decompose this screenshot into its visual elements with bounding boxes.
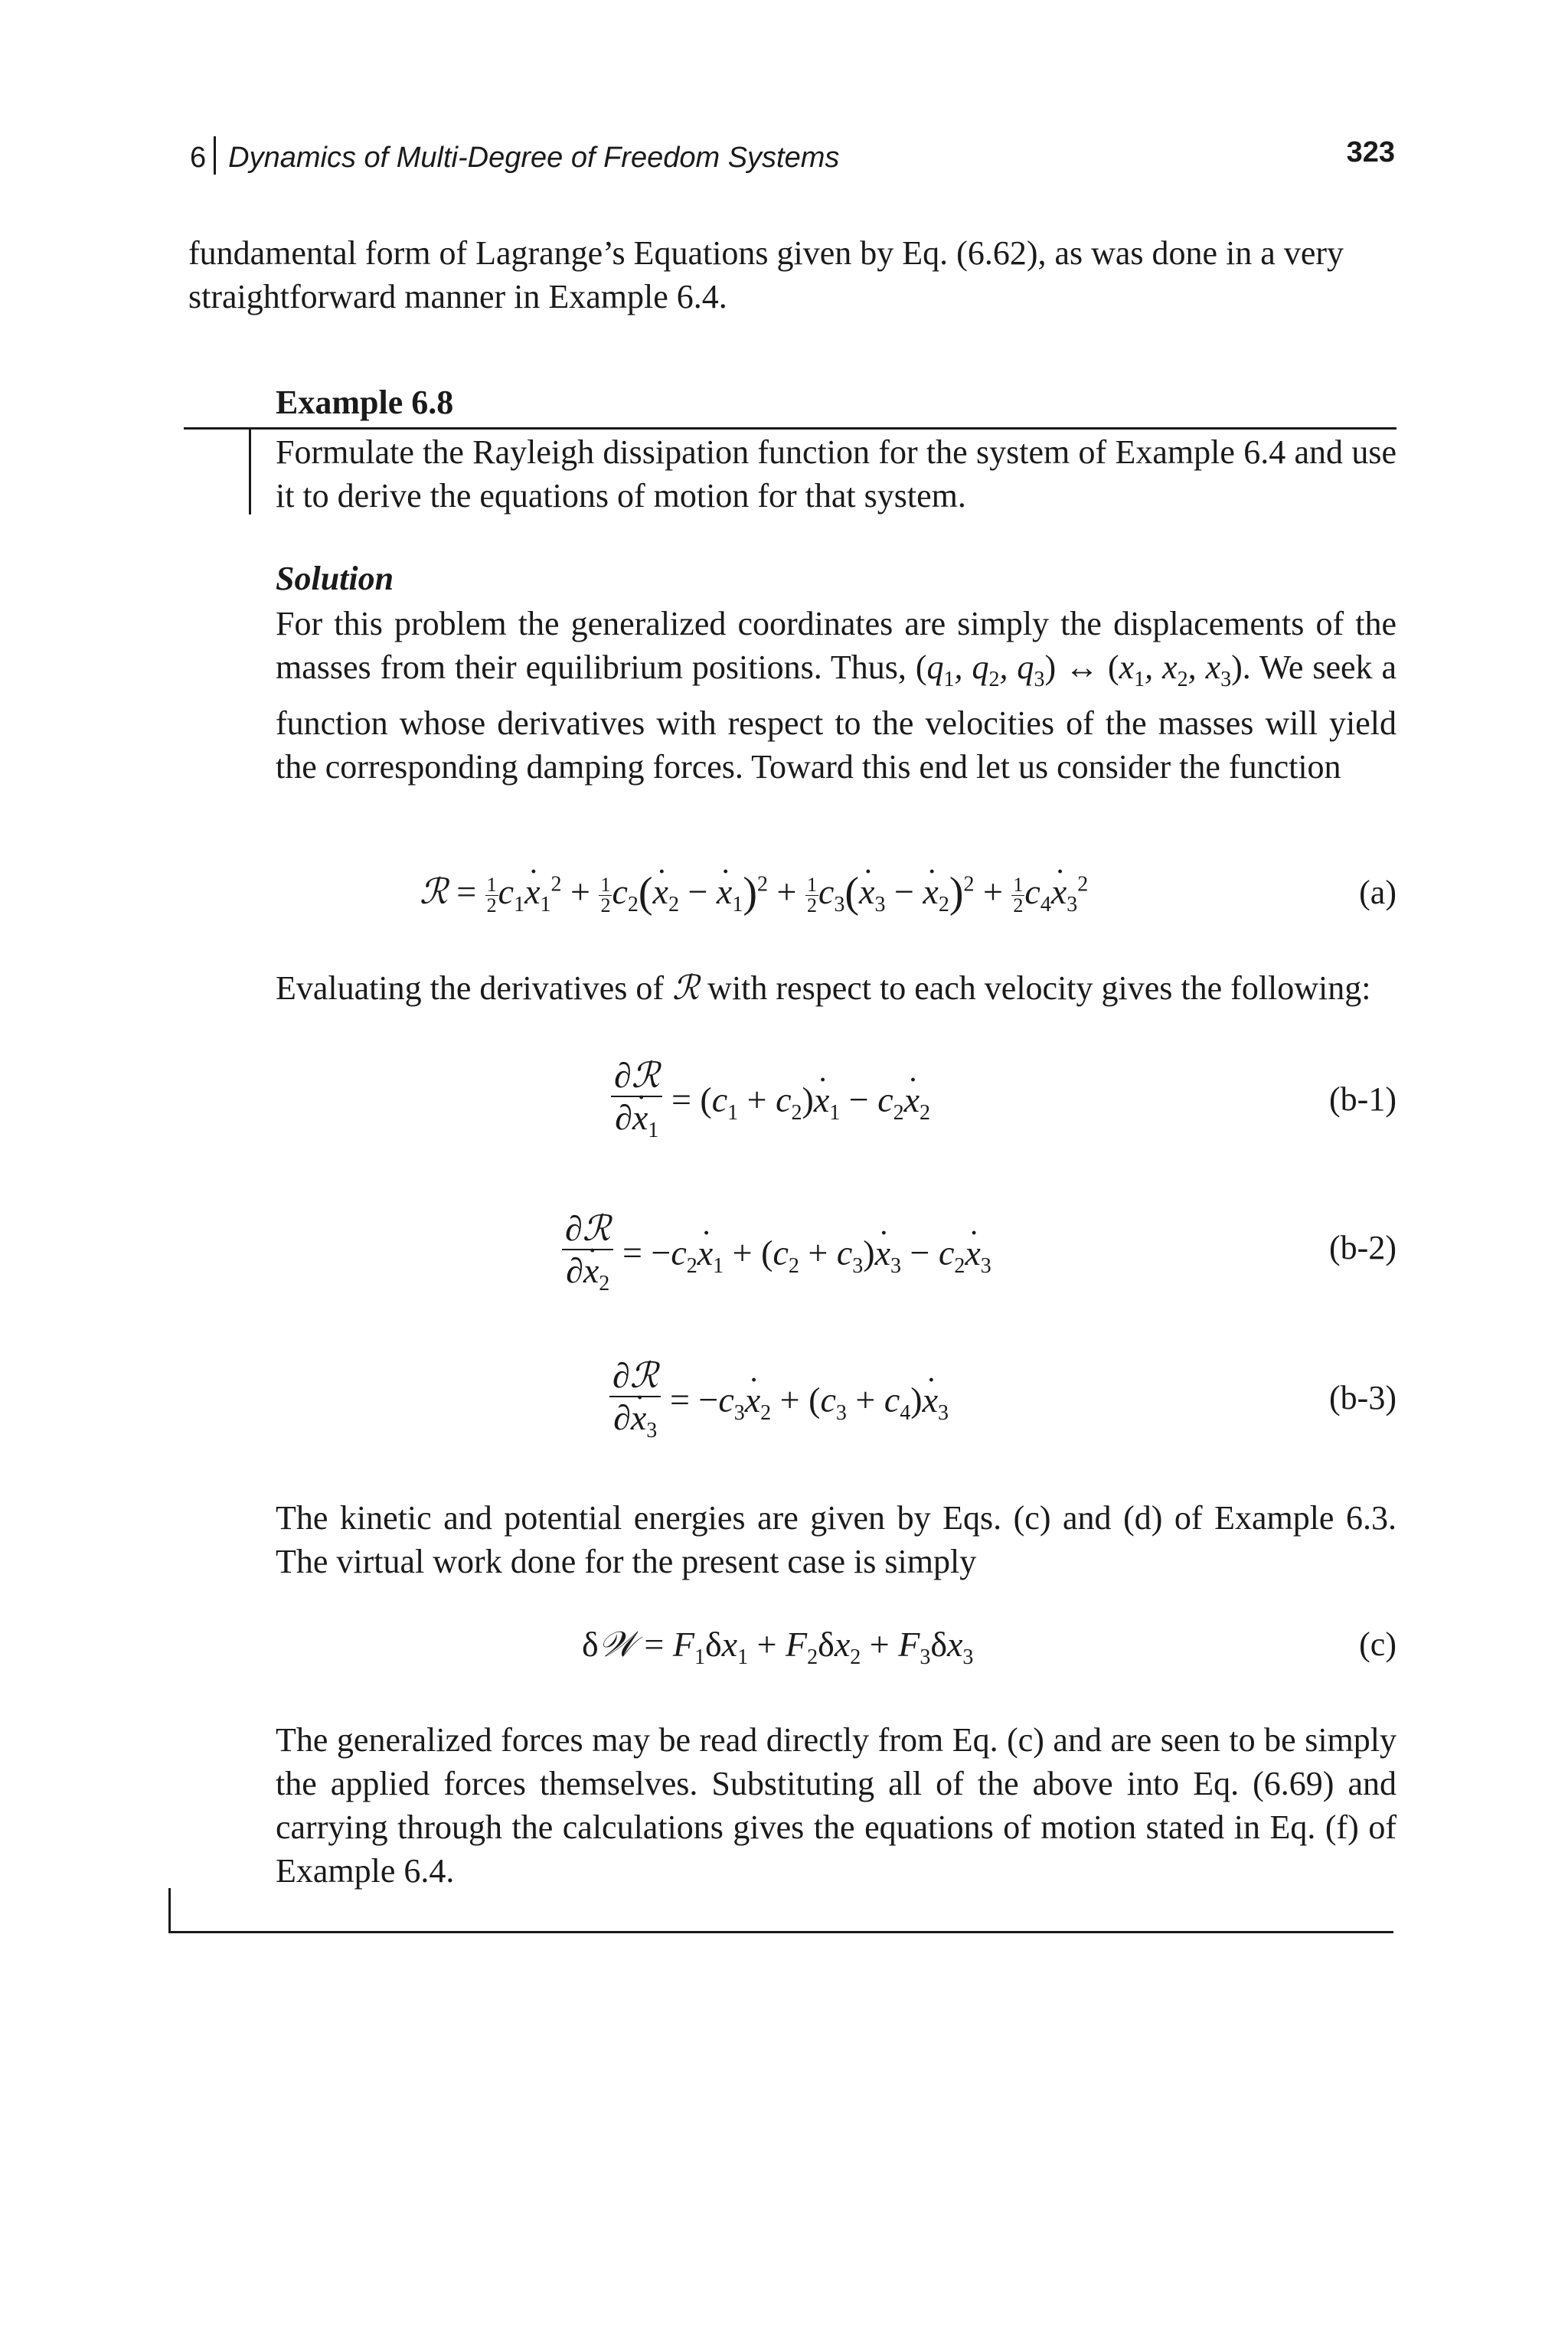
example-top-rule [184,427,1396,430]
eval-symbol: ℛ [672,969,700,1008]
energy-paragraph: The kinetic and potential energies are given by Eqs. (c) and (d) of Example 6.3. The virtual work done for the present case is simply [276,1499,1396,1580]
problem-statement: Formulate the Rayleigh dissipation function for the system of Example 6.4 and use it to derive the equations of motion for that system. [276,433,1396,515]
coordinate-mapping-x: $x_1$, $x_2$, $x_3$ [1119,649,1232,691]
equation-a-label: (a) [1359,874,1396,911]
page-number: 323 [1346,136,1395,168]
equation-b2: $\frac{\text{∂ℛ}}{\partial x ˙_2}$ = $-c_2x$ $˙_1 + (c_2 + c_3)x$ $˙_3 - c_2x$ $˙_3$ [562,1208,991,1305]
equation-b3-label: (b-3) [1329,1379,1396,1416]
equation-b2-label: (b-2) [1329,1229,1396,1266]
evaluation-paragraph [276,966,1396,1010]
header-divider [214,136,216,175]
equation-c: δ𝒲 = $F_1\delta x_1 + F_2\delta x_2 + F_3\delta x_3$ [582,1623,974,1670]
example-end-bar [168,1888,171,1933]
intro-paragraph: fundamental form of Lagrange’s Equations given by Eq. (6.62), as was done in a very straightforward manner in Example 6.4. [188,234,1344,315]
equation-a: ℛ = $\frac{1}{2}$ $c_1x$ $˙_1^2$ + $\frac{1}{2}$ $c_2(x$ $˙_2 - x$ $˙_1)^2$ + $\frac{1}{2}$ $c_3(x$ $˙_3 - x$ $˙_2)^2$ + $\frac{1}{2}$ $c_4x$ $˙_3^2$ [420,868,1088,917]
coordinate-mapping: $q_1$, $q_2$, $q_3$ [926,649,1045,691]
equation-b1-label: (b-1) [1329,1080,1396,1118]
example-title: Example 6.8 [276,384,454,421]
solution-paragraph: For this problem the generalized coordinates are simply the displacements of the masses from their equilibrium positions. Thus, ($q_1$, $q_2$, $q_3$) ↔ ($x_1$, $x_2$, $x_3$). We seek a function whose derivatives with respect to the velocities of the masses will yield the corresponding damping forces. Toward this end let us consider the function [276,605,1397,786]
equation-c-label: (c) [1359,1625,1396,1663]
solution-text-start: For this problem the generalized coordinates are simply the displacements of the masses from their equilibrium positions. Thus, ( [276,605,1396,686]
chapter-title: Dynamics of Multi-Degree of Freedom Systems [228,142,840,174]
example-end-rule [168,1931,1393,1933]
equation-b1: $\frac{\text{∂ℛ}}{\partial x ˙_1}$ = $(c_1 + c_2)x$ $˙_1 - c_2x$ $˙_2$ [611,1055,930,1152]
final-paragraph: The generalized forces may be read directly from Eq. (c) and are seen to be simply the applied forces themselves. Substituting all of the above into Eq. (6.69) and carrying through the calculations gives the equations of motion stated in Eq. (f) of Example 6.4. [276,1721,1396,1890]
chapter-number: 6 [190,142,207,174]
eval-text-start: Evaluating the derivatives of [276,969,673,1007]
problem-side-bar [249,427,251,515]
solution-text-end: ). We seek a function whose derivatives with respect to the velocities of the masses will yield the corresponding damping forces. Toward this end let us consider the function [276,649,1397,786]
solution-heading: Solution [276,560,394,597]
equation-b3: $\frac{\text{∂ℛ}}{\partial x ˙_3}$ = $-c_3x$ $˙_2 + (c_3 + c_4)x$ $˙_3$ [609,1355,949,1452]
running-head [190,136,839,175]
eval-text-end: with respect to each velocity gives the following: [699,969,1371,1007]
